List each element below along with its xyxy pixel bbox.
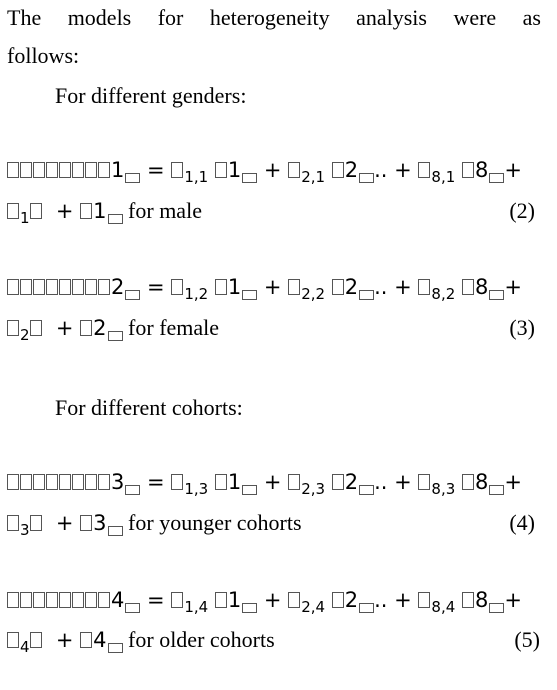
equation-4-line-1: 3 = $_{1,3}$ 1 + $_{2,3}$ 2 .. + $_{8,3}$ 8 + [7,468,522,496]
equation-2-line-1: 1 = $_{1,1}$ 1 + $_{2,1}$ 2 .. + $_{8,1}$ 8 + [7,156,522,184]
equation-5-line-1: 4 = $_{1,4}$ 1 + $_{2,4}$ 2 .. + $_{8,4}$ 8 + [7,586,522,614]
equation-5-label: for older cohorts [128,627,275,652]
equation-3-line-2: $_2$ + 2 for female [7,314,219,342]
equation-number-3: (3) [509,315,535,340]
equation-4-line-2: $_3$ + 3 for younger cohorts [7,509,302,537]
equation-3-label: for female [128,315,220,340]
equation-4-label: for younger cohorts [128,510,302,535]
equation-number-5: (5) [514,627,540,652]
paragraph-line-2: follows: [7,43,80,68]
equation-2-line-2: $_1$ + 1 for male [7,197,202,225]
heading-cohorts: For different cohorts: [55,395,243,420]
paragraph-line-1: The models for heterogeneity analysis were as [7,5,541,30]
equation-5-line-2: $_4$ + 4 for older cohorts [7,626,275,654]
equation-number-4: (4) [509,510,535,535]
heading-genders: For different genders: [55,83,247,108]
equation-number-2: (2) [509,198,535,223]
equation-3-line-1: 2 = $_{1,2}$ 1 + $_{2,2}$ 2 .. + $_{8,2}$ 8 + [7,273,522,301]
equation-2-label: for male [128,198,202,223]
